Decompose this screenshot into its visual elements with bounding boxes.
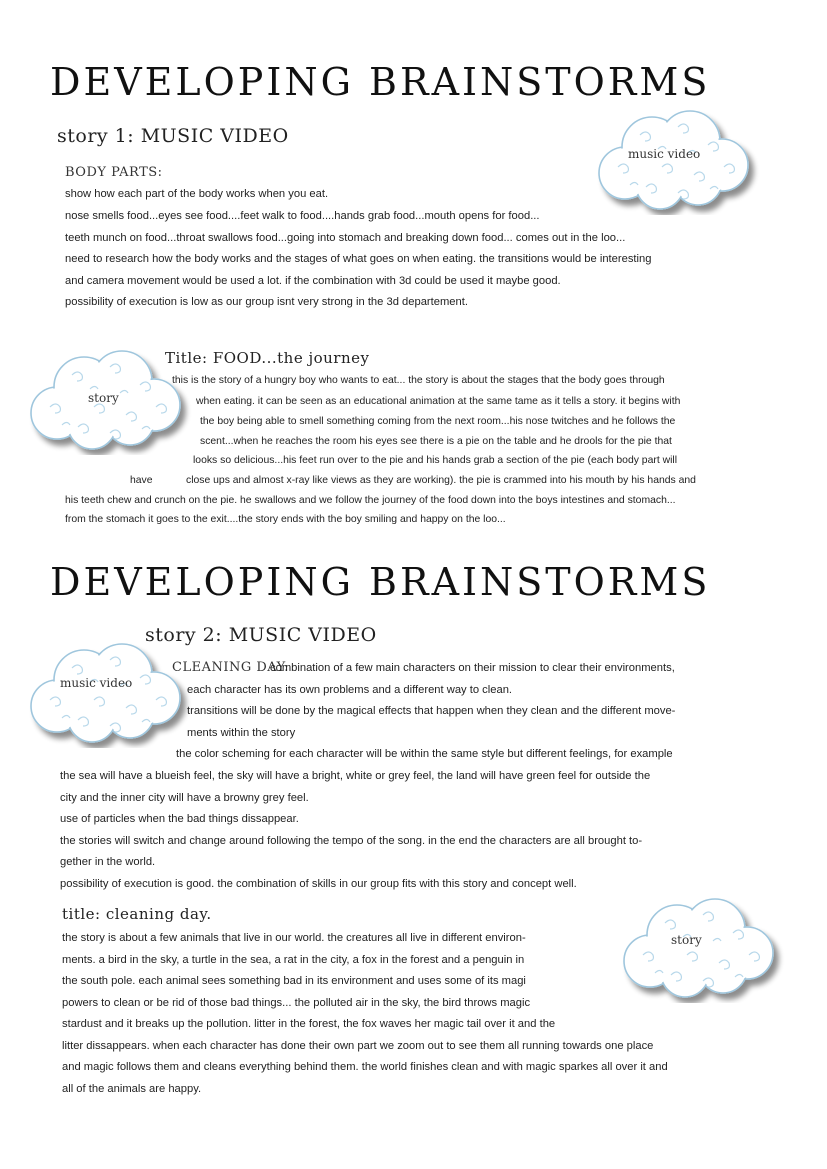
story-line: and magic follows them and cleans everything behind them. the world finishes clean and with magic sparkes all over it and	[62, 1061, 668, 1073]
food-line: scent...when he reaches the room his eyes see there is a pie on the table and he drools for the pie that	[200, 436, 672, 447]
cleaning-line: city and the inner city will have a browny grey feel.	[60, 792, 309, 804]
cleaning-line: ments within the story	[187, 727, 296, 739]
cloud-label: music video	[60, 676, 133, 690]
cloud-badge-story-2	[615, 893, 785, 1003]
story2-title: story 2: MUSIC VIDEO	[145, 624, 377, 646]
cloud-icon	[615, 893, 785, 1003]
food-line: have	[130, 475, 153, 486]
story-line: ments. a bird in the sky, a turtle in the sea, a rat in the city, a fox in the forest and a penguin in	[62, 954, 525, 966]
body-line: possibility of execution is low as our group isnt very strong in the 3d departement.	[65, 296, 468, 308]
cloud-label: story	[671, 933, 702, 947]
cloud-icon	[22, 638, 192, 748]
cleaning-line: transitions will be done by the magical effects that happen when they clean and the different move-	[187, 705, 676, 717]
body-line: need to research how the body works and the stages of what goes on when eating. the transitions would be interesting	[65, 253, 652, 265]
food-line: looks so delicious...his feet run over to the pie and his hands grab a section of the pie (each body part will	[193, 455, 678, 466]
cleaning-line: combination of a few main characters on their mission to clear their environments,	[270, 662, 675, 674]
story-line: litter dissappears. when each character has done their own part we zoom out to see them all running towards one place	[62, 1040, 654, 1052]
body-parts-label: BODY PARTS:	[65, 165, 163, 180]
cloud-label: story	[88, 391, 119, 405]
cloud-badge-music-video-1	[590, 105, 760, 215]
cleaning-line: the sea will have a blueish feel, the sky will have a bright, white or grey feel, the land will have green feel for outside the	[60, 770, 651, 782]
cleaning-line: the stories will switch and change around following the tempo of the song. in the end the characters are all brought to-	[60, 835, 643, 847]
body-line: and camera movement would be used a lot. if the combination with 3d could be used it maybe good.	[65, 275, 561, 287]
cleaning-line: use of particles when the bad things dissappear.	[60, 813, 299, 825]
food-line: this is the story of a hungry boy who wants to eat... the story is about the stages that the body goes through	[172, 375, 665, 386]
body-line: teeth munch on food...throat swallows food...going into stomach and breaking down food... comes out in the loo...	[65, 232, 626, 244]
story-line: all of the animals are happy.	[62, 1083, 202, 1095]
page-heading-1: DEVELOPING BRAINSTORMS	[50, 60, 711, 104]
body-line: nose smells food...eyes see food....feet walk to food....hands grab food...mouth opens for food...	[65, 210, 540, 222]
body-line: show how each part of the body works when you eat.	[65, 188, 329, 200]
story-line: the south pole. each animal sees something bad in its environment and uses some of its magi	[62, 975, 526, 987]
cleaning-line: possibility of execution is good. the combination of skills in our group fits with this story and concept well.	[60, 878, 577, 890]
cloud-badge-music-video-2	[22, 638, 192, 748]
food-line: close ups and almost x-ray like views as they are working). the pie is crammed into his mouth by his hands and	[186, 475, 696, 486]
cleaning-day-label: CLEANING DAY:	[172, 660, 289, 675]
cleaning-title: title: cleaning day.	[62, 905, 212, 923]
food-line: from the stomach it goes to the exit....the story ends with the boy smiling and happy on the loo...	[65, 514, 506, 525]
story-line: powers to clean or be rid of those bad things... the polluted air in the sky, the bird throws magic	[62, 997, 531, 1009]
page-heading-2: DEVELOPING BRAINSTORMS	[50, 560, 711, 604]
cleaning-line: each character has its own problems and a different way to clean.	[187, 684, 513, 696]
story1-title: story 1: MUSIC VIDEO	[57, 125, 289, 147]
cloud-label: music video	[628, 147, 701, 161]
food-line: the boy being able to smell something coming from the next room...his nose twitches and he follows the	[200, 416, 676, 427]
food-line: his teeth chew and crunch on the pie. he swallows and we follow the journey of the food down into the boys intestines and stomach...	[65, 495, 676, 506]
cleaning-line: the color scheming for each character will be within the same style but different feelings, for example	[176, 748, 673, 760]
food-line: when eating. it can be seen as an educational animation at the same tame as it tells a story. it begins with	[196, 396, 681, 407]
story-line: stardust and it breaks up the pollution. litter in the forest, the fox waves her magic tail over it and the	[62, 1018, 556, 1030]
cleaning-line: gether in the world.	[60, 856, 156, 868]
story-line: the story is about a few animals that live in our world. the creatures all live in different environ-	[62, 932, 526, 944]
food-title: Title: FOOD...the journey	[165, 349, 370, 367]
